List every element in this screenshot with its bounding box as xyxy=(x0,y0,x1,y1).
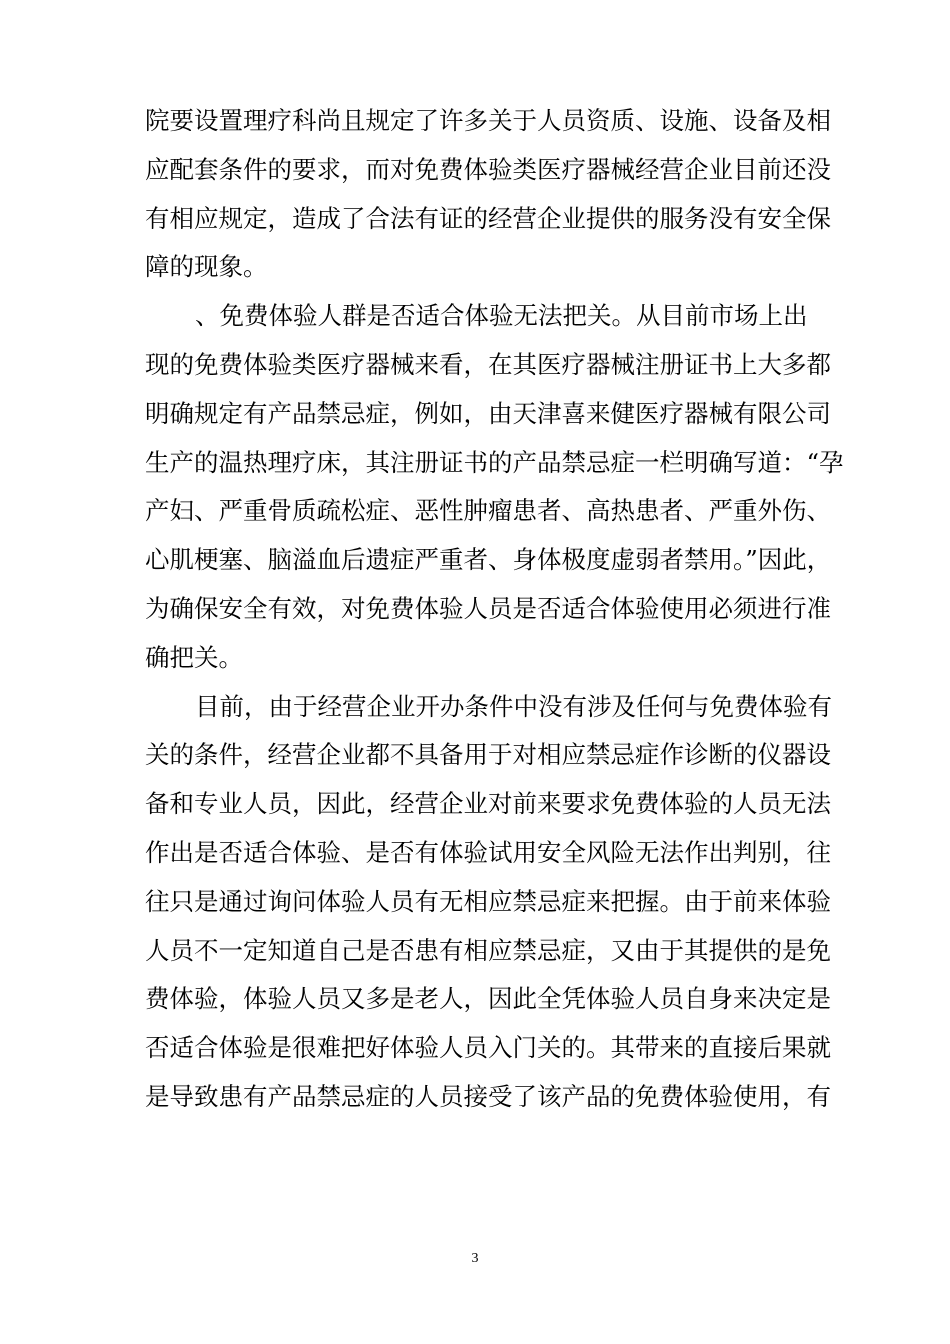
paragraph-3-line-3: 备和专业人员，因此，经营企业对前来要求免费体验的人员无法 xyxy=(145,789,831,819)
paragraph-3-line-4: 作出是否适合体验、是否有体验试用安全风险无法作出判别，往 xyxy=(145,837,831,867)
paragraph-3-line-8: 否适合体验是很难把好体验人员入门关的。其带来的直接后果就 xyxy=(145,1033,831,1063)
paragraph-3-line-9: 是导致患有产品禁忌症的人员接受了该产品的免费体验使用，有 xyxy=(145,1081,831,1111)
paragraph-1-line-4: 障的现象。 xyxy=(145,252,268,282)
paragraph-1-line-2: 应配套条件的要求，而对免费体验类医疗器械经营企业目前还没 xyxy=(145,154,831,184)
paragraph-2-line-1: 、免费体验人群是否适合体验无法把关。从目前市场上出 xyxy=(195,301,808,331)
paragraph-3-line-7: 费体验，体验人员又多是老人，因此全凭体验人员自身来决定是 xyxy=(145,984,831,1014)
paragraph-3-line-1: 目前，由于经营企业开办条件中没有涉及任何与免费体验有 xyxy=(195,691,832,721)
paragraph-2-line-8: 确把关。 xyxy=(145,642,243,672)
paragraph-2-line-3: 明确规定有产品禁忌症，例如，由天津喜来健医疗器械有限公司 xyxy=(145,398,831,428)
paragraph-1-line-3: 有相应规定，造成了合法有证的经营企业提供的服务没有安全保 xyxy=(145,203,831,233)
page-number: 3 xyxy=(471,1251,479,1266)
paragraph-3-line-6: 人员不一定知道自己是否患有相应禁忌症，又由于其提供的是免 xyxy=(145,935,831,965)
body-text xyxy=(145,97,844,1122)
paragraph-1-line-1: 院要设置理疗科尚且规定了许多关于人员资质、设施、设备及相 xyxy=(145,106,831,135)
paragraph-2-line-7: 为确保安全有效，对免费体验人员是否适合体验使用必须进行准 xyxy=(145,593,831,623)
paragraph-2-line-4: 生产的温热理疗床，其注册证书的产品禁忌症一栏明确写道：“孕 xyxy=(145,447,844,477)
paragraph-2-line-6: 心肌梗塞、脑溢血后遗症严重者、身体极度虚弱者禁用。”因此， xyxy=(145,545,832,575)
paragraph-3-line-5: 往只是通过询问体验人员有无相应禁忌症来把握。由于前来体验 xyxy=(145,886,831,916)
paragraph-3-line-2: 关的条件，经营企业都不具备用于对相应禁忌症作诊断的仪器设 xyxy=(145,740,831,770)
paragraph-2-line-5: 产妇、严重骨质疏松症、恶性肿瘤患者、高热患者、严重外伤、 xyxy=(145,496,831,526)
paragraph-2-line-2: 现的免费体验类医疗器械来看，在其医疗器械注册证书上大多都 xyxy=(145,349,831,379)
